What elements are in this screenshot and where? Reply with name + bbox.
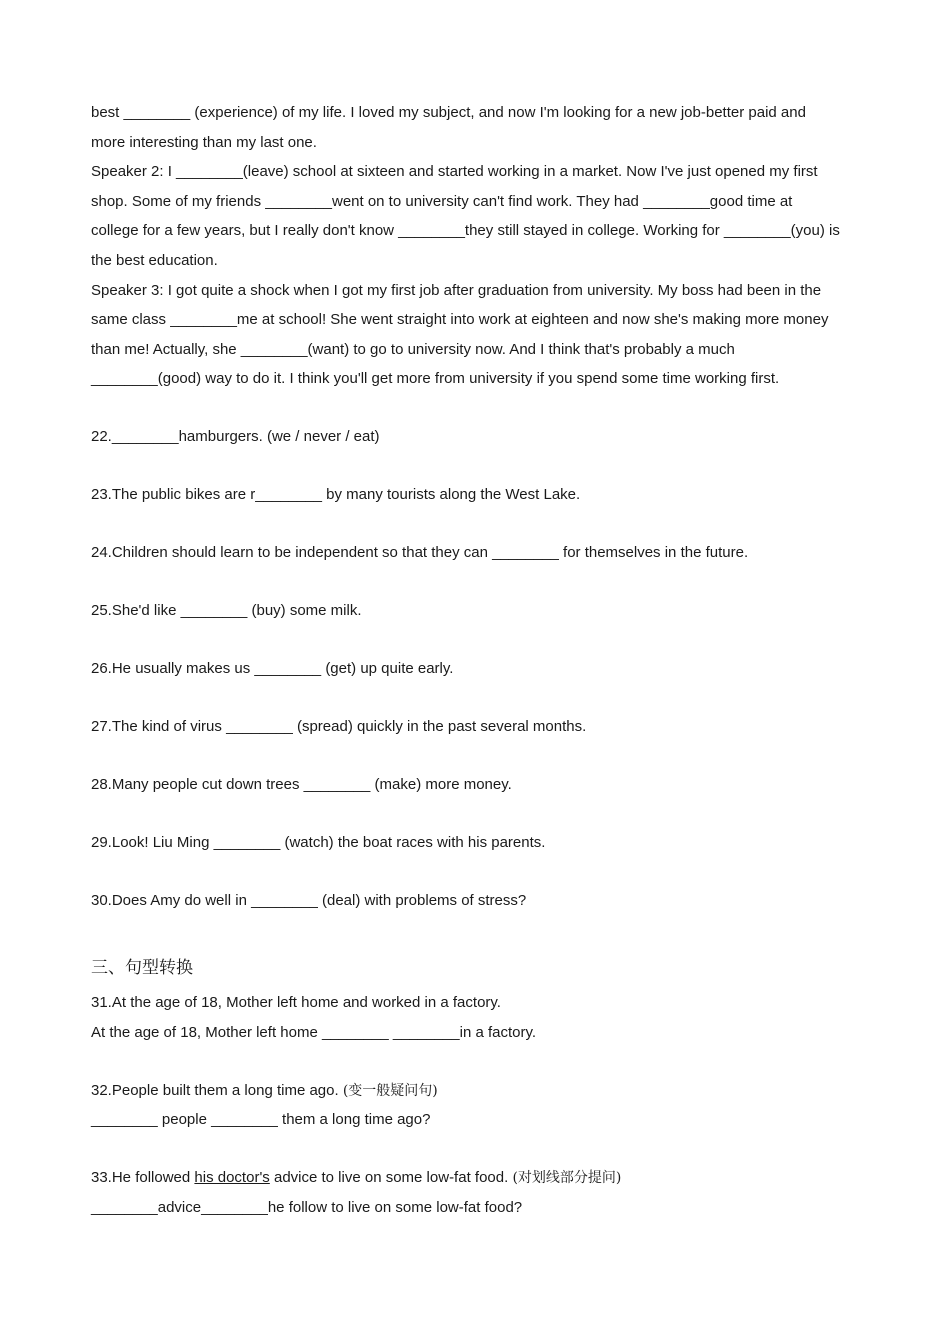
question-23: 23.The public bikes are r________ by many tourists along the West Lake. <box>91 486 581 504</box>
question-33 <box>91 1163 866 1193</box>
question-27: 27.The kind of virus ________ (spread) quickly in the past several months. <box>91 718 587 736</box>
question-31: 31.At the age of 18, Mother left home and worked in a factory. <box>91 994 501 1012</box>
section-heading: 三、句型转换 <box>91 958 193 979</box>
passage-line-4: shop. Some of my friends ________went on to university can't find work. They had ________good time at <box>91 192 793 210</box>
passage-line-7: Speaker 3: I got quite a shock when I got my first job after graduation from university. My boss had been in the <box>91 281 822 299</box>
spacer <box>91 626 866 654</box>
question-33-underlined: his doctor's <box>194 1169 270 1187</box>
question-33-post: advice to live on some low-fat food. <box>269 1169 513 1187</box>
spacer <box>91 1135 866 1163</box>
worksheet-page <box>91 98 866 1223</box>
spacer <box>91 510 866 538</box>
passage-line-10: ________(good) way to do it. I think you'll get more from university if you spend some time working first. <box>91 370 780 388</box>
question-32-answer: ________ people ________ them a long time ago? <box>91 1111 431 1129</box>
question-25: 25.She'd like ________ (buy) some milk. <box>91 602 362 620</box>
question-31-answer: At the age of 18, Mother left home ________ ________in a factory. <box>91 1023 537 1041</box>
passage-line-2: more interesting than my last one. <box>91 133 317 151</box>
question-32-note: (变一般疑问句) <box>342 1082 438 1099</box>
question-33-answer: ________advice________he follow to live on some low-fat food? <box>91 1198 523 1216</box>
question-33-pre: 33.He followed <box>91 1169 195 1187</box>
passage-line-5: college for a few years, but I really don't know ________they still stayed in college. Working for ________(you) is <box>91 222 840 240</box>
passage-line-8: same class ________me at school! She went straight into work at eighteen and now she's making more money <box>91 311 829 329</box>
spacer <box>91 916 866 944</box>
spacer <box>91 452 866 480</box>
question-26: 26.He usually makes us ________ (get) up quite early. <box>91 660 454 678</box>
question-22: 22.________hamburgers. (we / never / eat) <box>91 428 380 446</box>
passage-line-1: best ________ (experience) of my life. I loved my subject, and now I'm looking for a new job-better paid and <box>91 104 806 121</box>
passage-line-6: the best education. <box>91 251 218 269</box>
spacer <box>91 394 866 422</box>
spacer <box>91 568 866 596</box>
question-24: 24.Children should learn to be independent so that they can ________ for themselves in the future. <box>91 544 749 562</box>
question-28: 28.Many people cut down trees ________ (make) more money. <box>91 776 512 794</box>
question-30: 30.Does Amy do well in ________ (deal) with problems of stress? <box>91 892 527 910</box>
spacer <box>91 742 866 770</box>
question-33-note: (对划线部分提问) <box>512 1170 622 1187</box>
spacer <box>91 684 866 712</box>
question-29: 29.Look! Liu Ming ________ (watch) the boat races with his parents. <box>91 834 546 852</box>
question-32-text: 32.People built them a long time ago. <box>91 1081 343 1099</box>
question-32 <box>91 1076 866 1106</box>
passage-line-9: than me! Actually, she ________(want) to go to university now. And I think that's probably a much <box>91 340 735 358</box>
spacer <box>91 800 866 828</box>
spacer <box>91 858 866 886</box>
passage-line-3: Speaker 2: I ________(leave) school at sixteen and started working in a market. Now I've just opened my first <box>91 163 818 181</box>
spacer <box>91 1047 866 1075</box>
